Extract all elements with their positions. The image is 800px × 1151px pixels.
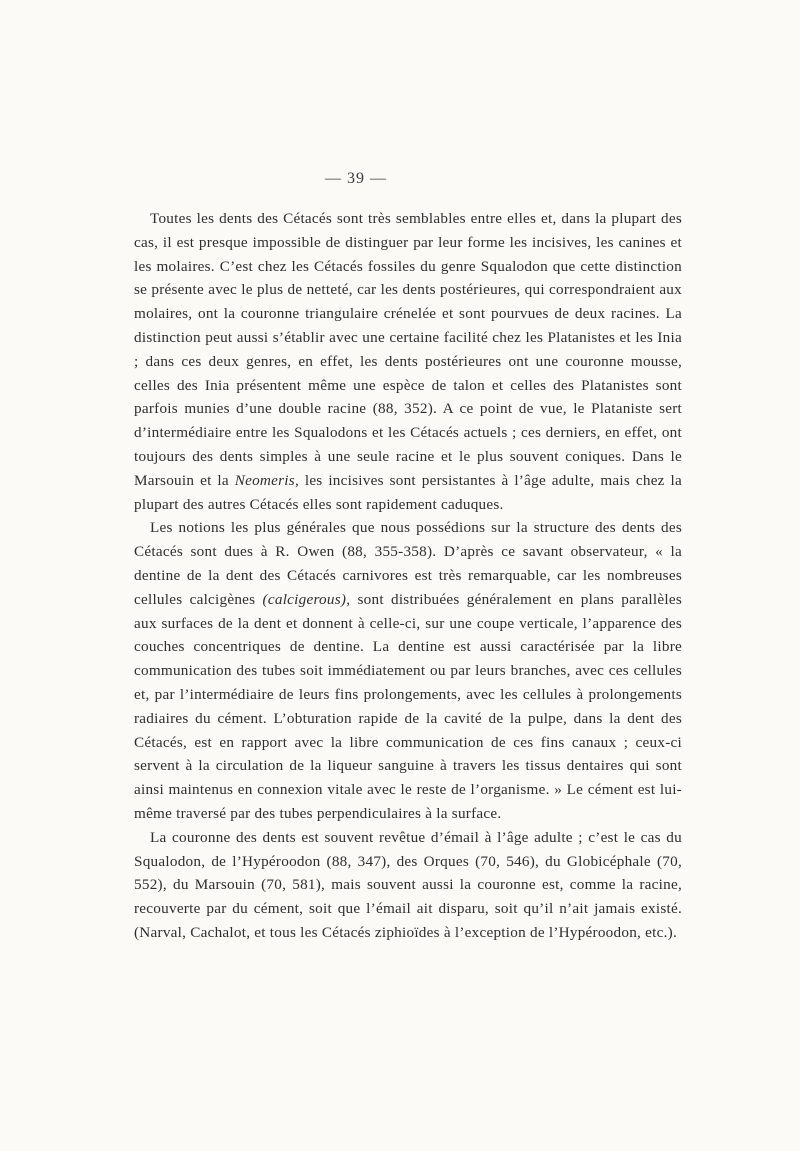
paragraph-1-segment-3: , les incisives sont persistantes à l’âge adulte, mais chez la plupart des autres Cétacés elles sont rapidement caduques. — [134, 471, 682, 513]
paragraph-3 — [134, 826, 682, 945]
page-number: — 39 — — [325, 170, 387, 187]
paragraph-2-segment-1: Les notions les plus générales que nous possédions sur la structure des dents des Cétacés sont dues à R. Owen (88, 355-358). D’après ce savant observateur, « la dentine de la dent des Cétacés carnivores est très remarquable, car les nombreuses cellules calcigènes — [134, 519, 682, 608]
paragraph-2 — [134, 516, 682, 825]
paragraph-1-segment-1: Toutes les dents des Cétacés sont très semblables entre elles et, dans la plupart des cas, il est presque impossible de distinguer par leur forme les incisives, les canines et les molaires. C’est chez les Cétacés fossiles du genre Squalodon que cette distinction se présente avec le plus de netteté, car les dents postérieures, qui correspondraient aux molaires, ont la couronne triangulaire crénelée et sont pourvues de deux racines. La distinction peut aussi s’établir avec une certaine facilité chez les Platanistes et les Inia ; dans ces deux genres, en effet, les dents postérieures ont une couronne mousse, celles des Inia présentent même une espèce de talon et celles des Platanistes sont parfois munies d’une double racine (88, 352). A ce point de vue, le Plataniste sert d’intermédiaire entre les Squalodons et les Cétacés actuels ; ces derniers, en effet, ont toujours des dents simples à une seule racine et le plus souvent coniques. Dans le Marsouin et la — [134, 210, 682, 489]
paragraph-2-segment-2-italic: (calcigerous) — [262, 590, 347, 608]
paragraph-2-segment-3: , sont distribuées généralement en plans parallèles aux surfaces de la dent et donnent à celle-ci, sur une coupe verticale, l’apparence des couches concentriques de dentine. La dentine est aussi caractérisée par la libre communication des tubes soit immédiatement ou par leurs branches, avec ces cellules et, par l’intermédiaire de leurs fins prolongements, avec les cellules à prolongements radiaires du cément. L’obturation rapide de la cavité de la pulpe, dans la dent des Cétacés, est en rapport avec la libre communication de ces fins canaux ; ceux-ci servent à la circulation de la liqueur sanguine à travers les tissus dentaires qui sont ainsi maintenus en connexion vitale avec le reste de l’organisme. » Le cément est lui-même traversé par des tubes perpendiculaires à la surface. — [134, 590, 682, 822]
paragraph-1-segment-2-italic: Neomeris — [234, 471, 295, 489]
paragraph-1 — [134, 207, 682, 516]
paragraph-3-segment-1: La couronne des dents est souvent revêtue d’émail à l’âge adulte ; c’est le cas du Squalodon, de l’Hypéroodon (88, 347), des Orques (70, 546), du Globicéphale (70, 552), du Marsouin (70, 581), mais souvent aussi la couronne est, comme la racine, recouverte par du cément, soit que l’émail ait disparu, soit qu’il n’ait jamais existé. (Narval, Cachalot, et tous les Cétacés ziphioïdes à l’exception de l’Hypéroodon, etc.). — [134, 828, 682, 941]
body-text — [134, 207, 682, 945]
